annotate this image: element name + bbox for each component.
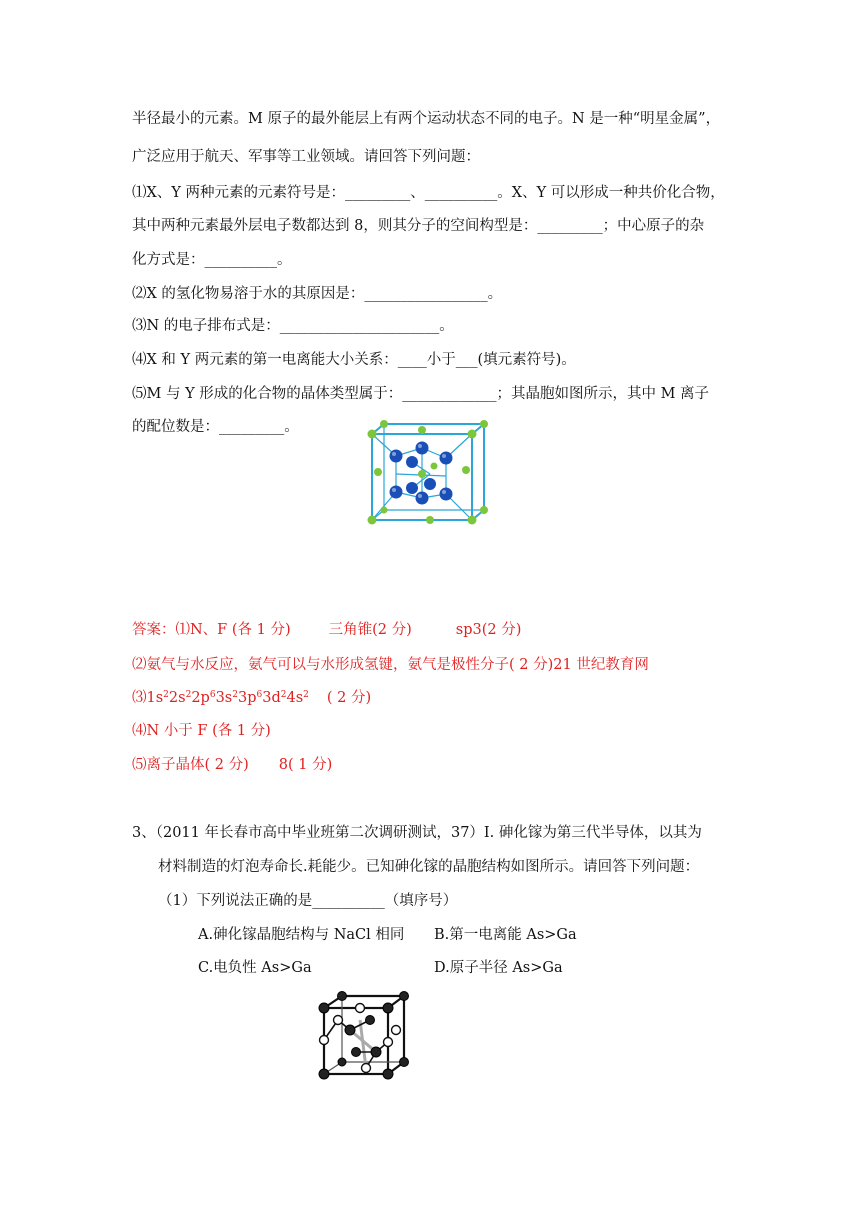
answer-3-sup: 2 [185, 690, 192, 700]
q2-line-9: ⑸M 与 Y 形成的化合物的晶体类型属于：_____________；其晶胞如图所示，其中 M 离子 [132, 386, 710, 402]
answer-3-prefix: ⑶1s [132, 690, 164, 706]
q3-option-d: D.原子半径 As>Ga [434, 960, 563, 976]
answer-3-orbital: 2p [191, 690, 210, 706]
answer-3-sup: 2 [303, 690, 309, 700]
q3-line-2: 材料制造的灯泡寿命长.耗能少。已知砷化镓的晶胞结构如图所示。请回答下列问题： [158, 859, 700, 875]
answer-2: ⑵氨气与水反应，氨气可以与水形成氢键，氨气是极性分子( 2 分)21 世纪教育网 [132, 657, 649, 673]
q2-line-6: ⑵X 的氢化物易溶于水的其原因是：_________________。 [132, 286, 503, 302]
answer-3-orbital: 4s [286, 690, 304, 706]
answer-5-part2: 8( 1 分) [278, 757, 333, 773]
answer-1 [132, 620, 521, 640]
answer-3-sup: 2 [163, 690, 169, 700]
answer-3-orbital: 2s [168, 690, 186, 706]
q3-option-c: C.电负性 As>Ga [198, 960, 312, 976]
q3-line-1: 3、（2011 年长春市高中毕业班第二次调研测试，37）Ⅰ. 砷化镓为第三代半导体，以其为 [132, 825, 702, 841]
q2-line-1: 半径最小的元素。M 原子的最外能层上有两个运动状态不同的电子。N 是一种“明星金属”， [132, 111, 721, 127]
answer-4: ⑷N 小于 F (各 1 分) [132, 723, 271, 739]
answer-3-orbital: 3d [262, 690, 281, 706]
crystal-cell-figure-2 [316, 990, 410, 1086]
answer-1-part2: 三角锥(2 分) [328, 622, 412, 638]
q3-option-a: A.砷化镓晶胞结构与 NaCl 相同 [198, 927, 405, 943]
answer-5 [132, 755, 332, 775]
q2-line-7: ⑶N 的电子排布式是：______________________。 [132, 318, 454, 334]
answer-3-sup: 2 [280, 690, 287, 700]
q2-line-5: 化方式是：__________。 [132, 252, 292, 268]
q2-line-8: ⑷X 和 Y 两元素的第一电离能大小关系：____小于___(填元素符号)。 [132, 352, 576, 368]
q3-option-b: B.第一电离能 As>Ga [434, 927, 577, 943]
answer-3-orbital: 3s [215, 690, 233, 706]
q2-line-3: ⑴X、Y 两种元素的元素符号是：_________、__________。X、Y 可以形成一种共价化合物， [132, 185, 725, 201]
q2-line-10: 的配位数是：_________。 [132, 419, 299, 435]
q3-line-3: （1）下列说法正确的是__________（填序号） [158, 893, 458, 909]
answer-3-sup: 6 [209, 690, 216, 700]
answer-3-orbital: 3p [237, 690, 257, 706]
answer-3 [132, 688, 371, 708]
crystal-cell-figure-1 [362, 418, 490, 530]
answer-3-sup: 2 [232, 690, 238, 700]
q2-line-4: 其中两种元素最外层电子数都达到 8，则其分子的空间构型是：_________；中心原子的杂 [132, 218, 705, 234]
q2-line-2: 广泛应用于航天、军事等工业领域。请回答下列问题： [132, 149, 480, 165]
answer-3-sup: 6 [256, 690, 263, 700]
answer-1-part1: 答案：⑴N、F (各 1 分) [132, 622, 291, 638]
answer-3-score: ( 2 分) [326, 690, 372, 706]
answer-5-part1: ⑸离子晶体( 2 分) [132, 757, 249, 773]
answer-1-part3: sp3(2 分) [455, 622, 522, 638]
